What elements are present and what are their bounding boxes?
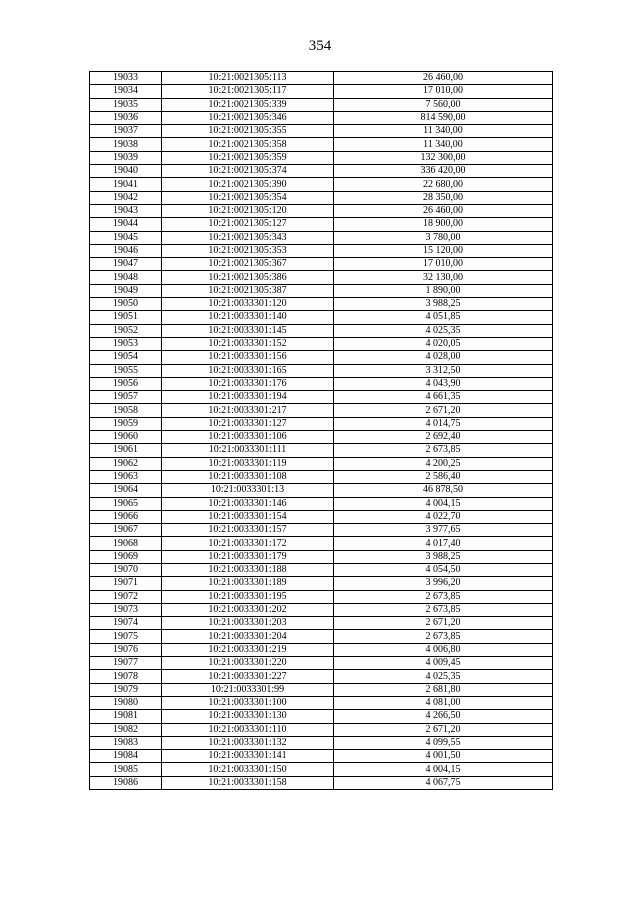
table-row bbox=[90, 72, 553, 85]
cadastral-number: 10:21:0021305:390 bbox=[162, 178, 334, 191]
row-number: 19037 bbox=[90, 125, 162, 138]
cadastral-value: 17 010,00 bbox=[334, 258, 553, 271]
table-row bbox=[90, 311, 553, 324]
table-row bbox=[90, 510, 553, 523]
cadastral-value: 4 004,15 bbox=[334, 763, 553, 776]
table-row bbox=[90, 298, 553, 311]
cadastral-value: 4 099,55 bbox=[334, 736, 553, 749]
cadastral-number: 10:21:0033301:119 bbox=[162, 457, 334, 470]
cadastral-value-table bbox=[89, 71, 553, 790]
row-number: 19048 bbox=[90, 271, 162, 284]
cadastral-value: 32 130,00 bbox=[334, 271, 553, 284]
cadastral-value: 17 010,00 bbox=[334, 85, 553, 98]
cadastral-value: 4 200,25 bbox=[334, 457, 553, 470]
cadastral-value: 7 560,00 bbox=[334, 98, 553, 111]
cadastral-number: 10:21:0021305:387 bbox=[162, 284, 334, 297]
cadastral-value: 2 671,20 bbox=[334, 617, 553, 630]
table-row bbox=[90, 696, 553, 709]
cadastral-number: 10:21:0033301:203 bbox=[162, 617, 334, 630]
row-number: 19086 bbox=[90, 776, 162, 789]
row-number: 19036 bbox=[90, 111, 162, 124]
row-number: 19060 bbox=[90, 431, 162, 444]
row-number: 19062 bbox=[90, 457, 162, 470]
cadastral-value: 4 025,35 bbox=[334, 324, 553, 337]
row-number: 19054 bbox=[90, 351, 162, 364]
table-row bbox=[90, 657, 553, 670]
cadastral-number: 10:21:0021305:120 bbox=[162, 204, 334, 217]
table-row bbox=[90, 444, 553, 457]
cadastral-value: 15 120,00 bbox=[334, 244, 553, 257]
table-row bbox=[90, 617, 553, 630]
row-number: 19059 bbox=[90, 417, 162, 430]
row-number: 19082 bbox=[90, 723, 162, 736]
cadastral-number: 10:21:0021305:355 bbox=[162, 125, 334, 138]
cadastral-number: 10:21:0021305:354 bbox=[162, 191, 334, 204]
table-row bbox=[90, 563, 553, 576]
cadastral-number: 10:21:0033301:150 bbox=[162, 763, 334, 776]
cadastral-number: 10:21:0033301:195 bbox=[162, 590, 334, 603]
cadastral-number: 10:21:0021305:374 bbox=[162, 165, 334, 178]
cadastral-value: 3 977,65 bbox=[334, 524, 553, 537]
cadastral-number: 10:21:0033301:157 bbox=[162, 524, 334, 537]
cadastral-value: 4 001,50 bbox=[334, 750, 553, 763]
table-row bbox=[90, 750, 553, 763]
cadastral-number: 10:21:0021305:113 bbox=[162, 72, 334, 85]
table-row bbox=[90, 391, 553, 404]
cadastral-value: 4 028,00 bbox=[334, 351, 553, 364]
cadastral-value: 1 890,00 bbox=[334, 284, 553, 297]
row-number: 19077 bbox=[90, 657, 162, 670]
cadastral-number: 10:21:0033301:140 bbox=[162, 311, 334, 324]
table-row bbox=[90, 98, 553, 111]
row-number: 19063 bbox=[90, 470, 162, 483]
page-number: 354 bbox=[308, 38, 332, 54]
cadastral-value: 4 067,75 bbox=[334, 776, 553, 789]
table-row bbox=[90, 138, 553, 151]
cadastral-number: 10:21:0033301:202 bbox=[162, 603, 334, 616]
row-number: 19058 bbox=[90, 404, 162, 417]
cadastral-number: 10:21:0033301:189 bbox=[162, 577, 334, 590]
table-row bbox=[90, 364, 553, 377]
row-number: 19075 bbox=[90, 630, 162, 643]
table-row bbox=[90, 351, 553, 364]
row-number: 19064 bbox=[90, 484, 162, 497]
cadastral-number: 10:21:0033301:217 bbox=[162, 404, 334, 417]
table-row bbox=[90, 218, 553, 231]
table-row bbox=[90, 670, 553, 683]
row-number: 19040 bbox=[90, 165, 162, 178]
cadastral-value: 22 680,00 bbox=[334, 178, 553, 191]
row-number: 19046 bbox=[90, 244, 162, 257]
row-number: 19055 bbox=[90, 364, 162, 377]
cadastral-value: 4 043,90 bbox=[334, 377, 553, 390]
cadastral-value: 132 300,00 bbox=[334, 151, 553, 164]
cadastral-value: 2 586,40 bbox=[334, 470, 553, 483]
table-row bbox=[90, 457, 553, 470]
cadastral-number: 10:21:0021305:386 bbox=[162, 271, 334, 284]
cadastral-value: 4 266,50 bbox=[334, 710, 553, 723]
cadastral-value: 3 780,00 bbox=[334, 231, 553, 244]
table-row bbox=[90, 151, 553, 164]
row-number: 19067 bbox=[90, 524, 162, 537]
cadastral-number: 10:21:0021305:358 bbox=[162, 138, 334, 151]
table-row bbox=[90, 125, 553, 138]
cadastral-number: 10:21:0033301:179 bbox=[162, 550, 334, 563]
table-row bbox=[90, 590, 553, 603]
row-number: 19053 bbox=[90, 337, 162, 350]
cadastral-number: 10:21:0033301:110 bbox=[162, 723, 334, 736]
cadastral-value: 2 671,20 bbox=[334, 404, 553, 417]
row-number: 19074 bbox=[90, 617, 162, 630]
cadastral-number: 10:21:0021305:339 bbox=[162, 98, 334, 111]
table-row bbox=[90, 603, 553, 616]
cadastral-value: 4 009,45 bbox=[334, 657, 553, 670]
cadastral-number: 10:21:0033301:220 bbox=[162, 657, 334, 670]
cadastral-value: 2 673,85 bbox=[334, 444, 553, 457]
cadastral-number: 10:21:0033301:99 bbox=[162, 683, 334, 696]
cadastral-number: 10:21:0033301:176 bbox=[162, 377, 334, 390]
cadastral-number: 10:21:0033301:111 bbox=[162, 444, 334, 457]
row-number: 19043 bbox=[90, 204, 162, 217]
table-row bbox=[90, 165, 553, 178]
table-row bbox=[90, 537, 553, 550]
cadastral-value: 4 006,80 bbox=[334, 643, 553, 656]
cadastral-number: 10:21:0021305:353 bbox=[162, 244, 334, 257]
table-row bbox=[90, 404, 553, 417]
cadastral-number: 10:21:0021305:117 bbox=[162, 85, 334, 98]
table-row bbox=[90, 204, 553, 217]
cadastral-number: 10:21:0033301:100 bbox=[162, 696, 334, 709]
row-number: 19045 bbox=[90, 231, 162, 244]
table-row bbox=[90, 258, 553, 271]
cadastral-value: 2 673,85 bbox=[334, 603, 553, 616]
table-row bbox=[90, 710, 553, 723]
row-number: 19050 bbox=[90, 298, 162, 311]
row-number: 19056 bbox=[90, 377, 162, 390]
cadastral-value: 4 051,85 bbox=[334, 311, 553, 324]
cadastral-value: 4 020,05 bbox=[334, 337, 553, 350]
cadastral-value: 18 900,00 bbox=[334, 218, 553, 231]
table-row bbox=[90, 683, 553, 696]
table-row bbox=[90, 417, 553, 430]
cadastral-value: 26 460,00 bbox=[334, 72, 553, 85]
cadastral-number: 10:21:0033301:13 bbox=[162, 484, 334, 497]
table-row bbox=[90, 191, 553, 204]
table-row bbox=[90, 324, 553, 337]
row-number: 19079 bbox=[90, 683, 162, 696]
cadastral-number: 10:21:0033301:130 bbox=[162, 710, 334, 723]
cadastral-value: 46 878,50 bbox=[334, 484, 553, 497]
cadastral-number: 10:21:0021305:367 bbox=[162, 258, 334, 271]
table-row bbox=[90, 470, 553, 483]
table-row bbox=[90, 231, 553, 244]
cadastral-number: 10:21:0033301:154 bbox=[162, 510, 334, 523]
cadastral-value: 2 692,40 bbox=[334, 431, 553, 444]
cadastral-value: 4 661,35 bbox=[334, 391, 553, 404]
row-number: 19033 bbox=[90, 72, 162, 85]
row-number: 19085 bbox=[90, 763, 162, 776]
table-row bbox=[90, 377, 553, 390]
cadastral-number: 10:21:0033301:227 bbox=[162, 670, 334, 683]
cadastral-number: 10:21:0033301:165 bbox=[162, 364, 334, 377]
cadastral-value: 4 022,70 bbox=[334, 510, 553, 523]
row-number: 19078 bbox=[90, 670, 162, 683]
table-row bbox=[90, 524, 553, 537]
row-number: 19068 bbox=[90, 537, 162, 550]
cadastral-value: 11 340,00 bbox=[334, 138, 553, 151]
row-number: 19039 bbox=[90, 151, 162, 164]
cadastral-value: 3 996,20 bbox=[334, 577, 553, 590]
cadastral-number: 10:21:0033301:132 bbox=[162, 736, 334, 749]
row-number: 19035 bbox=[90, 98, 162, 111]
cadastral-number: 10:21:0033301:219 bbox=[162, 643, 334, 656]
row-number: 19084 bbox=[90, 750, 162, 763]
row-number: 19071 bbox=[90, 577, 162, 590]
cadastral-value: 28 350,00 bbox=[334, 191, 553, 204]
row-number: 19041 bbox=[90, 178, 162, 191]
table-row bbox=[90, 723, 553, 736]
table-row bbox=[90, 284, 553, 297]
cadastral-number: 10:21:0033301:106 bbox=[162, 431, 334, 444]
table-row bbox=[90, 497, 553, 510]
cadastral-number: 10:21:0033301:204 bbox=[162, 630, 334, 643]
cadastral-value: 4 004,15 bbox=[334, 497, 553, 510]
cadastral-number: 10:21:0021305:346 bbox=[162, 111, 334, 124]
cadastral-value: 4 081,00 bbox=[334, 696, 553, 709]
cadastral-number: 10:21:0021305:127 bbox=[162, 218, 334, 231]
row-number: 19057 bbox=[90, 391, 162, 404]
table-body bbox=[90, 72, 553, 790]
cadastral-value: 336 420,00 bbox=[334, 165, 553, 178]
cadastral-value: 2 671,20 bbox=[334, 723, 553, 736]
table-row bbox=[90, 271, 553, 284]
row-number: 19034 bbox=[90, 85, 162, 98]
cadastral-number: 10:21:0033301:120 bbox=[162, 298, 334, 311]
cadastral-number: 10:21:0033301:188 bbox=[162, 563, 334, 576]
row-number: 19047 bbox=[90, 258, 162, 271]
cadastral-value: 4 025,35 bbox=[334, 670, 553, 683]
table-row bbox=[90, 577, 553, 590]
row-number: 19070 bbox=[90, 563, 162, 576]
row-number: 19073 bbox=[90, 603, 162, 616]
cadastral-value: 3 312,50 bbox=[334, 364, 553, 377]
table-row bbox=[90, 643, 553, 656]
cadastral-number: 10:21:0033301:108 bbox=[162, 470, 334, 483]
cadastral-number: 10:21:0033301:152 bbox=[162, 337, 334, 350]
row-number: 19044 bbox=[90, 218, 162, 231]
row-number: 19083 bbox=[90, 736, 162, 749]
cadastral-value: 2 673,85 bbox=[334, 630, 553, 643]
table-row bbox=[90, 763, 553, 776]
row-number: 19081 bbox=[90, 710, 162, 723]
cadastral-value: 11 340,00 bbox=[334, 125, 553, 138]
cadastral-number: 10:21:0033301:158 bbox=[162, 776, 334, 789]
row-number: 19038 bbox=[90, 138, 162, 151]
table-row bbox=[90, 244, 553, 257]
table-row bbox=[90, 484, 553, 497]
table-row bbox=[90, 431, 553, 444]
table-row bbox=[90, 85, 553, 98]
cadastral-value: 3 988,25 bbox=[334, 550, 553, 563]
cadastral-number: 10:21:0033301:145 bbox=[162, 324, 334, 337]
row-number: 19069 bbox=[90, 550, 162, 563]
table-row bbox=[90, 736, 553, 749]
table-row bbox=[90, 550, 553, 563]
cadastral-number: 10:21:0033301:156 bbox=[162, 351, 334, 364]
table-row bbox=[90, 111, 553, 124]
row-number: 19051 bbox=[90, 311, 162, 324]
cadastral-number: 10:21:0033301:141 bbox=[162, 750, 334, 763]
cadastral-value: 26 460,00 bbox=[334, 204, 553, 217]
cadastral-value: 814 590,00 bbox=[334, 111, 553, 124]
cadastral-number: 10:21:0033301:127 bbox=[162, 417, 334, 430]
table-row bbox=[90, 630, 553, 643]
row-number: 19042 bbox=[90, 191, 162, 204]
row-number: 19065 bbox=[90, 497, 162, 510]
cadastral-value: 3 988,25 bbox=[334, 298, 553, 311]
row-number: 19052 bbox=[90, 324, 162, 337]
cadastral-number: 10:21:0033301:146 bbox=[162, 497, 334, 510]
cadastral-value: 4 054,50 bbox=[334, 563, 553, 576]
row-number: 19066 bbox=[90, 510, 162, 523]
cadastral-number: 10:21:0033301:172 bbox=[162, 537, 334, 550]
row-number: 19061 bbox=[90, 444, 162, 457]
row-number: 19049 bbox=[90, 284, 162, 297]
cadastral-value: 2 673,85 bbox=[334, 590, 553, 603]
cadastral-number: 10:21:0021305:343 bbox=[162, 231, 334, 244]
row-number: 19072 bbox=[90, 590, 162, 603]
cadastral-number: 10:21:0033301:194 bbox=[162, 391, 334, 404]
cadastral-value: 4 014,75 bbox=[334, 417, 553, 430]
row-number: 19080 bbox=[90, 696, 162, 709]
cadastral-value: 2 681,80 bbox=[334, 683, 553, 696]
cadastral-value: 4 017,40 bbox=[334, 537, 553, 550]
cadastral-number: 10:21:0021305:359 bbox=[162, 151, 334, 164]
table-row bbox=[90, 776, 553, 789]
table-row bbox=[90, 337, 553, 350]
row-number: 19076 bbox=[90, 643, 162, 656]
table-row bbox=[90, 178, 553, 191]
